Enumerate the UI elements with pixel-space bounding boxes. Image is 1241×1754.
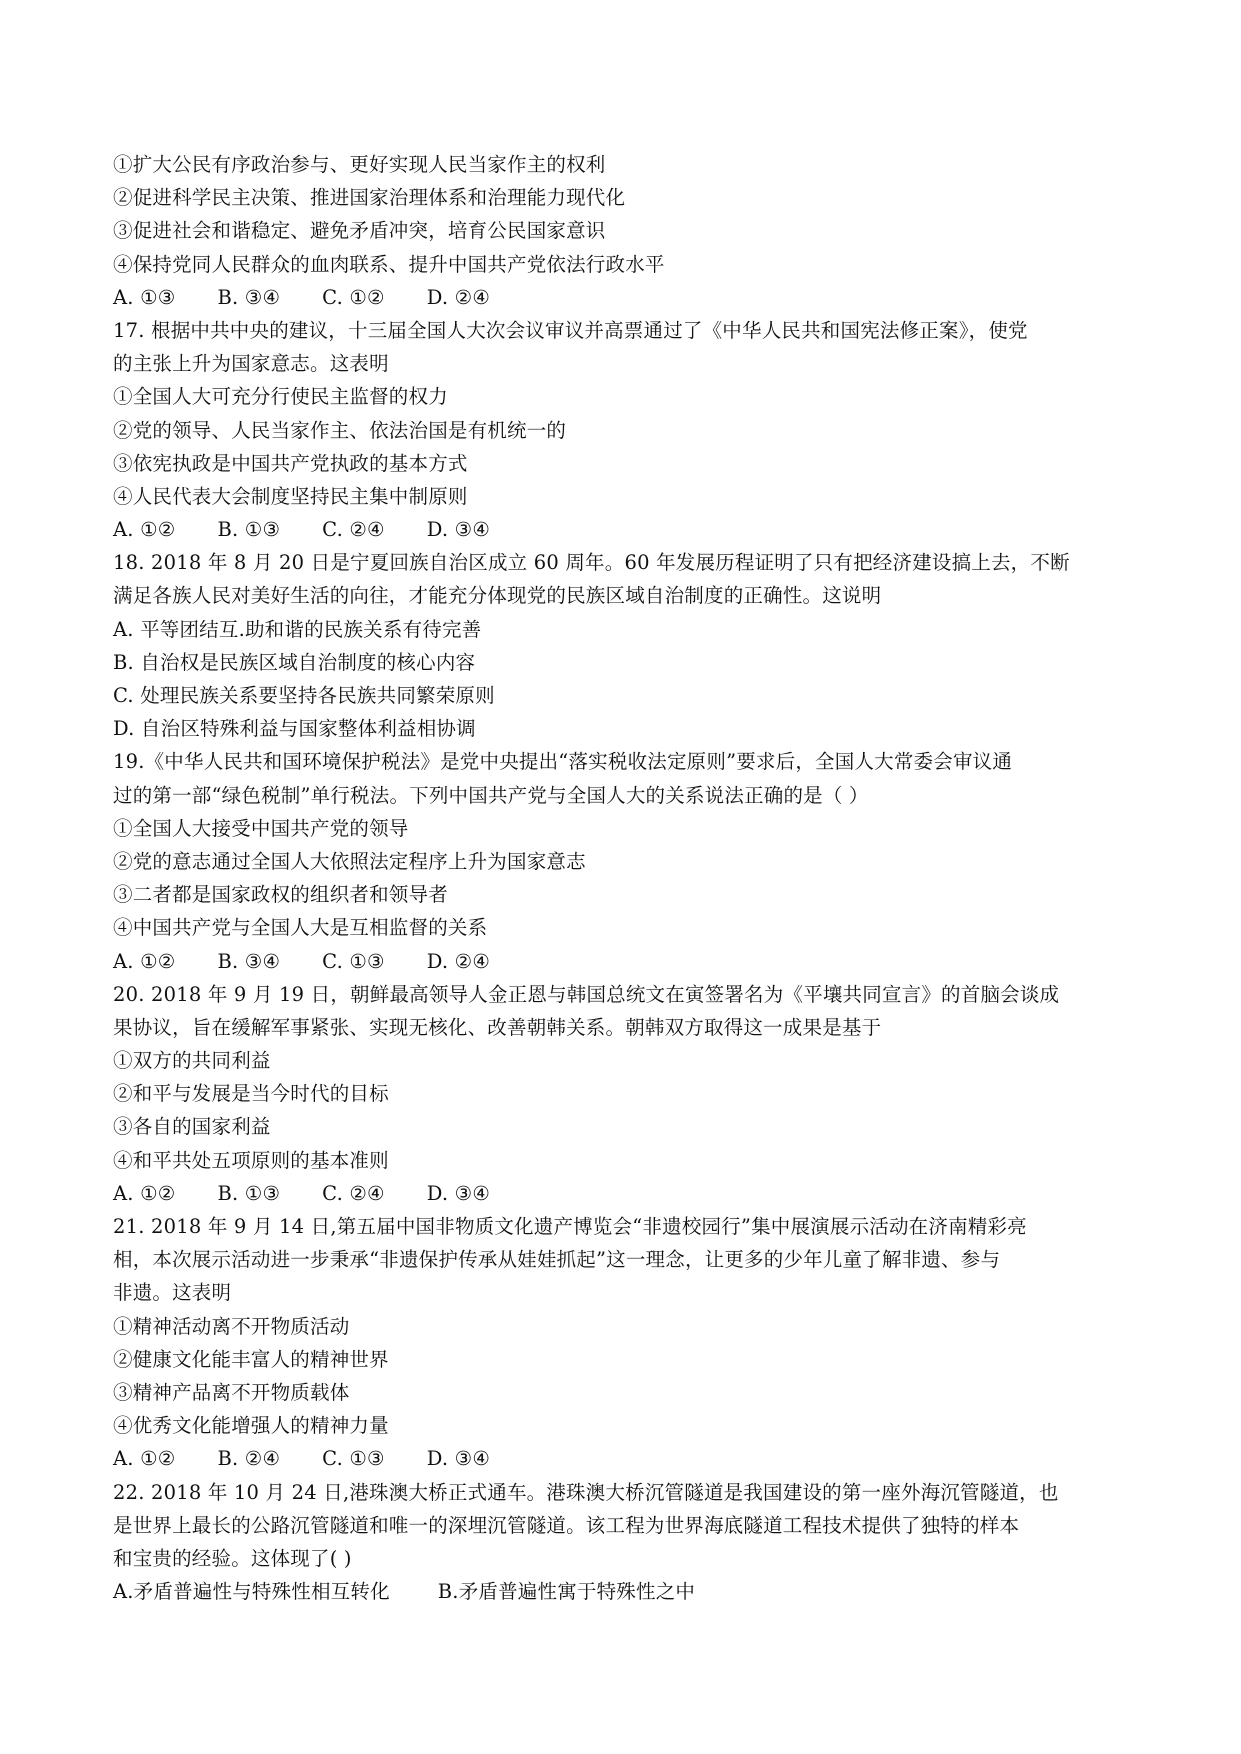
question-20 — [113, 978, 1138, 1210]
option-c: C. ②④ — [322, 1181, 385, 1205]
statement-item: ③精神产品离不开物质载体 — [113, 1380, 350, 1404]
option-d: D. ②④ — [426, 285, 491, 309]
answer-options — [113, 513, 1138, 546]
option-d: D. ③④ — [426, 518, 491, 542]
statement-item: ③促进社会和谐稳定、避免矛盾冲突，培育公民国家意识 — [113, 219, 606, 243]
statement-item: ②党的领导、人民当家作主、依法治国是有机统一的 — [113, 418, 567, 442]
answer-options — [113, 1575, 1138, 1608]
option-b: B. ②④ — [217, 1447, 281, 1471]
question-stem: 过的第一部“绿色税制”单行税法。下列中国共产党与全国人大的关系说法正确的是（ ） — [113, 783, 869, 807]
option-d: D. ②④ — [426, 949, 491, 973]
statement-item: ④中国共产党与全国人大是互相监督的关系 — [113, 916, 488, 940]
statement-item: ②党的意志通过全国人大依照法定程序上升为国家意志 — [113, 849, 586, 873]
option-a: A. ①② — [113, 949, 176, 973]
question-17 — [113, 314, 1138, 546]
option-c: C. ①② — [322, 285, 385, 309]
option-a: A. ①③ — [113, 285, 176, 309]
question-stem: 是世界上最长的公路沉管隧道和唯一的深埋沉管隧道。该工程为世界海底隧道工程技术提供了独特的样本 — [113, 1513, 1020, 1537]
statement-item: ③各自的国家利益 — [113, 1115, 271, 1139]
question-stem: 18. 2018 年 8 月 20 日是宁夏回族自治区成立 60 周年。60 年发展历程证明了只有把经济建设搞上去，不断 — [113, 551, 1070, 575]
option-d: D. ③④ — [426, 1181, 491, 1205]
option-a: A. ①② — [113, 1447, 176, 1471]
choice-b: B. 自治权是民族区域自治制度的核心内容 — [113, 650, 476, 674]
statement-item: ④保持党同人民群众的血肉联系、提升中国共产党依法行政水平 — [113, 252, 665, 276]
statement-item: ③依宪执政是中国共产党执政的基本方式 — [113, 451, 468, 475]
statement-item: ②健康文化能丰富人的精神世界 — [113, 1347, 389, 1371]
option-c: C. ②④ — [322, 518, 385, 542]
statement-item: ①扩大公民有序政治参与、更好实现人民当家作主的权利 — [113, 153, 606, 176]
option-a: A. ①② — [113, 1181, 176, 1205]
question-21 — [113, 1210, 1138, 1476]
exam-page — [113, 148, 1138, 1608]
question-stem: 20. 2018 年 9 月 19 日，朝鲜最高领导人金正恩与韩国总统文在寅签署名为《平壤共同宣言》的首脑会谈成 — [113, 982, 1060, 1006]
question-stem: 果协议，旨在缓解军事紧张、实现无核化、改善朝韩关系。朝韩双方取得这一成果是基于 — [113, 1015, 882, 1039]
question-stem: 21. 2018 年 9 月 14 日,第五届中国非物质文化遗产博览会“非遗校园行”集中展演展示活动在济南精彩亮 — [113, 1215, 1027, 1238]
answer-options — [113, 281, 1138, 314]
statement-item: ①精神活动离不开物质活动 — [113, 1314, 350, 1338]
question-19 — [113, 745, 1138, 977]
question-stem: 22. 2018 年 10 月 24 日,港珠澳大桥正式通车。港珠澳大桥沉管隧道是我国建设的第一座外海沉管隧道，也 — [113, 1480, 1059, 1504]
question-22 — [113, 1476, 1138, 1609]
option-b: B. ③④ — [217, 285, 281, 309]
statement-item: ②促进科学民主决策、推进国家治理体系和治理能力现代化 — [113, 186, 626, 210]
question-stem: 满足各族人民对美好生活的向往，才能充分体现党的民族区域自治制度的正确性。这说明 — [113, 584, 882, 608]
answer-options — [113, 1442, 1138, 1475]
answer-options — [113, 945, 1138, 978]
choice-a: A. 平等团结互.助和谐的民族关系有待完善 — [113, 617, 482, 641]
option-a: A.矛盾普遍性与特殊性相互转化 — [113, 1580, 390, 1604]
statement-item: ④优秀文化能增强人的精神力量 — [113, 1414, 389, 1438]
question-stem: 相，本次展示活动进一步秉承“非遗保护传承从娃娃抓起”这一理念，让更多的少年儿童了解非遗、参与 — [113, 1248, 1001, 1272]
question-18 — [113, 546, 1138, 745]
question-stem: 非遗。这表明 — [113, 1281, 232, 1305]
choice-d: D. 自治区特殊利益与国家整体利益相协调 — [113, 717, 476, 741]
answer-options — [113, 1177, 1138, 1210]
statement-item: ①全国人大可充分行使民主监督的权力 — [113, 385, 448, 409]
question-16 — [113, 148, 1138, 314]
option-b: B.矛盾普遍性寓于特殊性之中 — [437, 1580, 696, 1604]
statement-item: ④和平共处五项原则的基本准则 — [113, 1148, 389, 1172]
question-stem: 和宝贵的经验。这体现了( ) — [113, 1546, 352, 1570]
option-c: C. ①③ — [322, 949, 385, 973]
question-stem: 19.《中华人民共和国环境保护税法》是党中央提出“落实税收法定原则”要求后，全国人大常委会审议通 — [113, 750, 1013, 774]
question-stem: 的主张上升为国家意志。这表明 — [113, 352, 389, 376]
statement-item: ③二者都是国家政权的组织者和领导者 — [113, 883, 448, 907]
choice-c: C. 处理民族关系要坚持各民族共同繁荣原则 — [113, 684, 495, 707]
option-c: C. ①③ — [322, 1447, 385, 1471]
statement-item: ①双方的共同利益 — [113, 1049, 271, 1073]
option-b: B. ③④ — [217, 949, 281, 973]
question-stem: 17. 根据中共中央的建议，十三届全国人大次会议审议并高票通过了《中华人民共和国宪法修正案》，使党 — [113, 318, 1028, 342]
option-a: A. ①② — [113, 518, 176, 542]
option-d: D. ③④ — [426, 1447, 491, 1471]
statement-item: ④人民代表大会制度坚持民主集中制原则 — [113, 484, 468, 508]
statement-item: ①全国人大接受中国共产党的领导 — [113, 816, 409, 840]
statement-item: ②和平与发展是当今时代的目标 — [113, 1082, 389, 1106]
option-b: B. ①③ — [217, 1181, 281, 1205]
option-b: B. ①③ — [217, 518, 281, 542]
